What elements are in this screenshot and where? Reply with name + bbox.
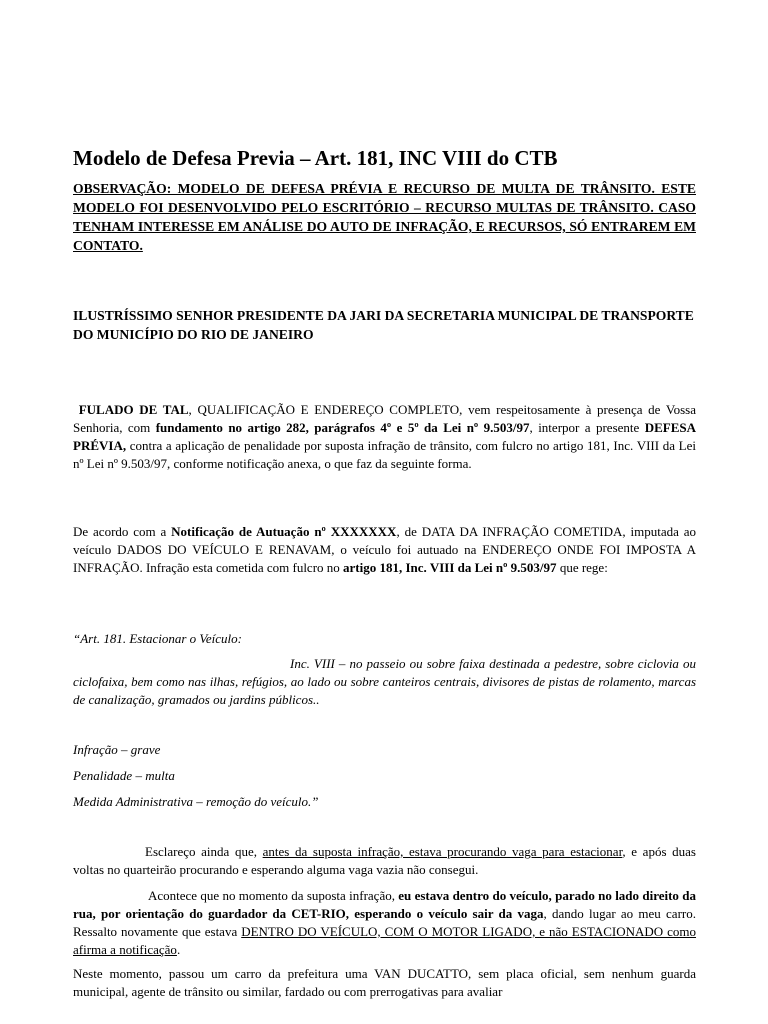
paragraph-facts: Acontece que no momento da suposta infração, eu estava dentro do veículo, parado no lado direito da rua, por orientação do guardador da CET-RIO, esperando o veículo sair da vaga, dando lugar ao meu carro. Ressalto novamente que estava DENTRO DO VEÍCULO, COM O MOTOR LIGADO, e não ESTACIONADO como afirma a notificação. [73,888,697,957]
quote-article-text: Inc. VIII – no passeio ou sobre faixa destinada a pedestre, sobre ciclovia ou ciclofaixa, bem como nas ilhas, refúgios, ao lado ou sobre canteiros centrais, divisores de pistas de rolamento, marcas de canalização, gramados ou jardins públicos.. [73,656,696,707]
addressee: ILUSTRÍSSIMO SENHOR PRESIDENTE DA JARI DA SECRETARIA MUNICIPAL DE TRANSPORTE DO MUNICÍPIO DO RIO DE JANEIRO [73,308,694,342]
defendant-name: FULADO DE TAL [78,402,189,417]
notification-number: Notificação de Autuação nº XXXXXXX [171,524,397,539]
paragraph-intro: FULADO DE TAL, QUALIFICAÇÃO E ENDEREÇO COMPLETO, vem respeitosamente à presença de Vossa Senhoria, com fundamento no artigo 282, parágrafos 4º e 5º da Lei nº 9.503/97, interpor a presente DEFESA PRÉVIA, contra a aplicação de penalidade por suposta infração de trânsito, com fulcro no artigo 181, Inc. VIII da Lei nº Lei nº 9.503/97, conforme notificação anexa, o que faz da seguinte forma. [73,402,697,471]
document-title: Modelo de Defesa Previa – Art. 181, INC VIII do CTB [73,146,558,170]
quote-article-heading: “Art. 181. Estacionar o Veículo: [73,631,242,646]
paragraph-van: Neste momento, passou um carro da prefeitura uma VAN DUCATTO, sem placa oficial, sem nenhum guarda municipal, agente de trânsito ou similar, fardado ou com prerrogativas para avaliar [73,966,696,999]
quote-penalty: Penalidade – multa [73,768,175,783]
quote-measure: Medida Administrativa – remoção do veículo.” [73,794,319,809]
paragraph-clarification: Esclareço ainda que, antes da suposta infração, estava procurando vaga para estacionar, e após duas voltas no quarteirão procurando e esperando alguma vaga vazia não consegui. [73,844,696,877]
quote-infraction: Infração – grave [73,742,161,757]
paragraph-notification: De acordo com a Notificação de Autuação nº XXXXXXX, de DATA DA INFRAÇÃO COMETIDA, imputada ao veículo DADOS DO VEÍCULO E RENAVAM, o veículo foi autuado na ENDEREÇO ONDE FOI IMPOSTA A INFRAÇÃO. Infração esta cometida com fulcro no artigo 181, Inc. VIII da Lei nº 9.503/97 que rege: [73,524,696,575]
observation-note: OBSERVAÇÃO: MODELO DE DEFESA PRÉVIA E RECURSO DE MULTA DE TRÂNSITO. ESTE MODELO FOI DESENVOLVIDO PELO ESCRITÓRIO – RECURSO MULTAS DE TRÂNSITO. CASO TENHAM INTERESSE EM ANÁLISE DO AUTO DE INFRAÇÃO, E RECURSOS, SÓ ENTRAREM EM CONTATO. [73,181,696,253]
